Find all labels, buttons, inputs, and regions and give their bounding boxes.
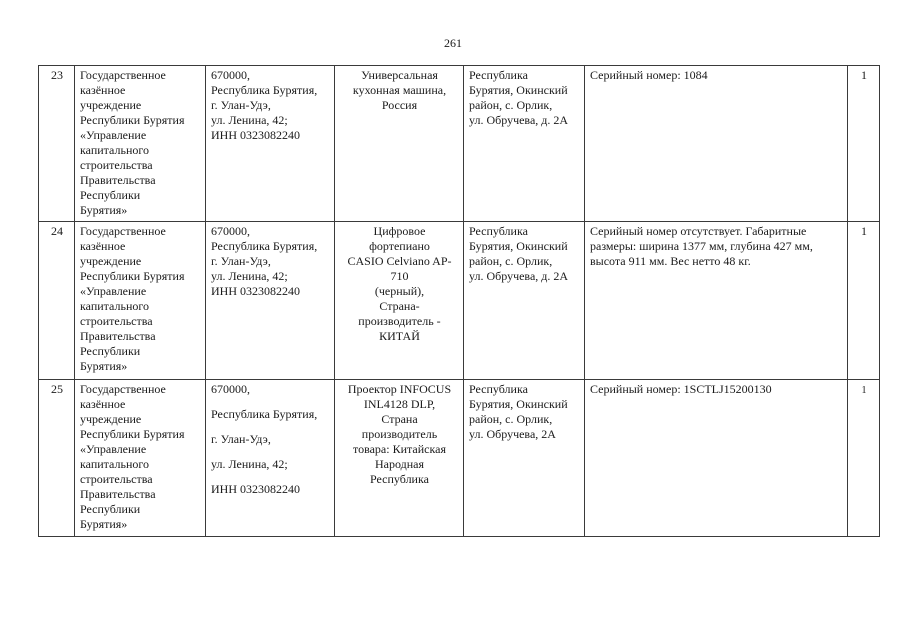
organization-address: 670000, Республика Бурятия, г. Улан-Удэ, ул. Ленина, 42; ИНН 0323082240 [206,66,335,222]
table-row [39,66,880,222]
serial-info: Серийный номер отсутствует. Габаритные размеры: ширина 1377 мм, глубина 427 мм, высота 911 мм. Вес нетто 48 кг. [585,222,848,380]
row-number: 25 [39,380,75,537]
organization-address: 670000, Республика Бурятия, г. Улан-Удэ, ул. Ленина, 42; ИНН 0323082240 [206,222,335,380]
quantity: 1 [848,66,880,222]
organization-name: Государственное казённое учреждение Республики Бурятия «Управление капитального строительства Правительства Республики Бурятия» [75,222,206,380]
row-number: 24 [39,222,75,380]
quantity: 1 [848,380,880,537]
table-row [39,380,880,537]
item-location: Республика Бурятия, Окинский район, с. Орлик, ул. Обручева, д. 2А [464,66,585,222]
quantity: 1 [848,222,880,380]
table-row [39,222,880,380]
item-description: Универсальная кухонная машина, Россия [335,66,464,222]
serial-info: Серийный номер: 1SCTLJ15200130 [585,380,848,537]
item-location: Республика Бурятия, Окинский район, с. Орлик, ул. Обручева, д. 2А [464,222,585,380]
organization-name: Государственное казённое учреждение Республики Бурятия «Управление капитального строительства Правительства Республики Бурятия» [75,66,206,222]
serial-info: Серийный номер: 1084 [585,66,848,222]
organization-name: Государственное казённое учреждение Республики Бурятия «Управление капитального строительства Правительства Республики Бурятия» [75,380,206,537]
property-registry-table [38,65,880,537]
item-location: Республика Бурятия, Окинский район, с. Орлик, ул. Обручева, 2А [464,380,585,537]
page-number: 261 [444,36,462,50]
row-number: 23 [39,66,75,222]
item-description: Цифровое фортепиано CASIO Celviano AP- 710 (черный), Страна- производитель - КИТАЙ [335,222,464,380]
organization-address: 670000, Республика Бурятия, г. Улан-Удэ, ул. Ленина, 42; ИНН 0323082240 [206,380,335,537]
item-description: Проектор INFOCUS INL4128 DLP, Страна производитель товара: Китайская Народная Республика [335,380,464,537]
